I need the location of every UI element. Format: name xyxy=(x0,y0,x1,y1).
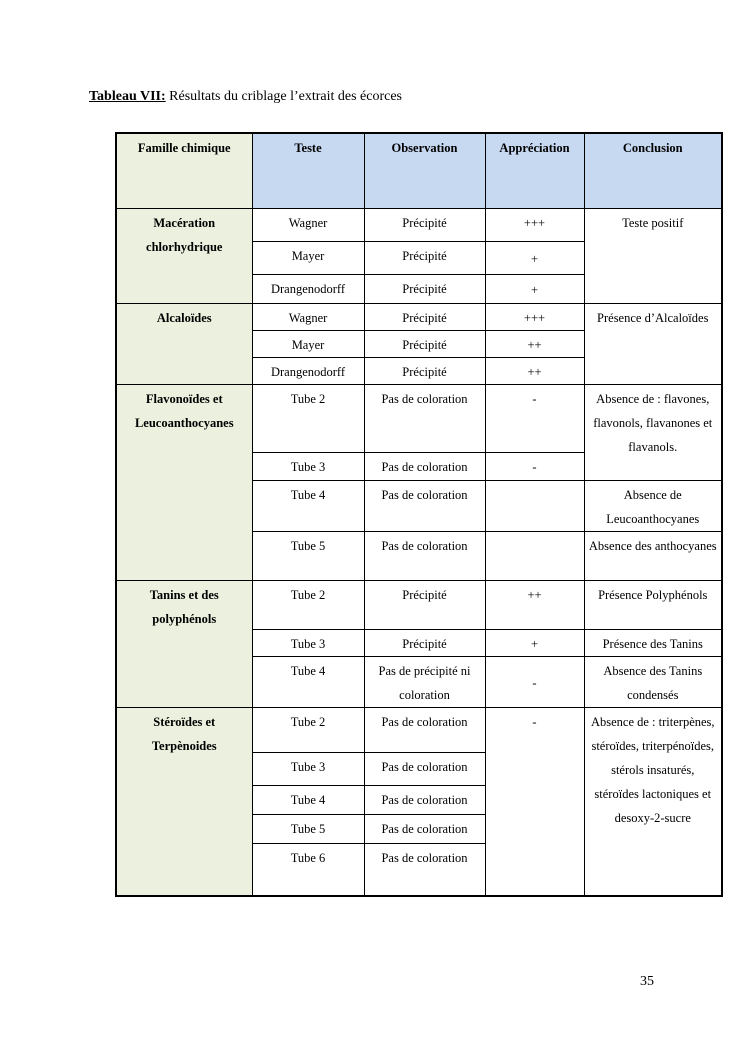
appreciation-cell: +++ xyxy=(485,209,584,242)
appreciation-cell xyxy=(485,481,584,532)
observation-cell: Pas de coloration xyxy=(364,844,485,896)
observation-cell: Précipité xyxy=(364,358,485,385)
results-table xyxy=(115,132,723,897)
caption-text: Résultats du criblage l’extrait des écorces xyxy=(165,89,403,104)
teste-cell: Tube 5 xyxy=(252,532,364,581)
table-row xyxy=(116,708,722,753)
appreciation-cell: + xyxy=(485,242,584,275)
conclusion-steroides: Absence de : triterpènes, stéroïdes, triterpénoïdes, stérols insaturés, stéroïdes lactoniques et desoxy-2-sucre xyxy=(584,708,722,896)
appreciation-cell: +++ xyxy=(485,304,584,331)
observation-cell: Précipité xyxy=(364,242,485,275)
observation-cell: Précipité xyxy=(364,630,485,657)
teste-cell: Tube 4 xyxy=(252,481,364,532)
observation-cell: Précipité xyxy=(364,304,485,331)
observation-cell: Pas de précipité ni coloration xyxy=(364,657,485,708)
conclusion-flavonoides-1: Absence de : flavones, flavonols, flavanones et flavanols. xyxy=(584,385,722,481)
appreciation-cell: + xyxy=(485,630,584,657)
teste-cell: Tube 3 xyxy=(252,453,364,481)
caption-label: Tableau VII: xyxy=(89,89,166,104)
observation-cell: Pas de coloration xyxy=(364,753,485,786)
teste-cell: Tube 3 xyxy=(252,630,364,657)
observation-cell: Précipité xyxy=(364,209,485,242)
teste-cell: Drangenodorff xyxy=(252,358,364,385)
teste-cell: Tube 6 xyxy=(252,844,364,896)
table-row xyxy=(116,385,722,453)
observation-cell: Précipité xyxy=(364,331,485,358)
appreciation-cell: - xyxy=(485,657,584,708)
teste-cell: Tube 2 xyxy=(252,581,364,630)
observation-cell: Pas de coloration xyxy=(364,786,485,815)
table-row xyxy=(116,581,722,630)
famille-flavonoides: Flavonoïdes et Leucoanthocyanes xyxy=(116,385,252,581)
famille-alcaloides: Alcaloïdes xyxy=(116,304,252,385)
observation-cell: Pas de coloration xyxy=(364,385,485,453)
table-caption xyxy=(89,89,402,105)
teste-cell: Drangenodorff xyxy=(252,275,364,304)
conclusion-alcaloides: Présence d’Alcaloïdes xyxy=(584,304,722,385)
header-conclusion: Conclusion xyxy=(584,133,722,209)
table-row xyxy=(116,209,722,242)
teste-cell: Tube 2 xyxy=(252,708,364,753)
appreciation-cell: ++ xyxy=(485,581,584,630)
observation-cell: Pas de coloration xyxy=(364,532,485,581)
teste-cell: Tube 5 xyxy=(252,815,364,844)
header-row xyxy=(116,133,722,209)
header-appreciation: Appréciation xyxy=(485,133,584,209)
observation-cell: Précipité xyxy=(364,581,485,630)
conclusion-maceration: Teste positif xyxy=(584,209,722,304)
teste-cell: Tube 2 xyxy=(252,385,364,453)
header-observation: Observation xyxy=(364,133,485,209)
header-teste: Teste xyxy=(252,133,364,209)
teste-cell: Wagner xyxy=(252,304,364,331)
famille-tanins: Tanins et des polyphénols xyxy=(116,581,252,708)
observation-cell: Pas de coloration xyxy=(364,481,485,532)
conclusion-tanins-1: Présence Polyphénols xyxy=(584,581,722,630)
appreciation-steroides: - xyxy=(485,708,584,896)
teste-cell: Tube 4 xyxy=(252,657,364,708)
page-number: 35 xyxy=(640,974,654,989)
appreciation-cell xyxy=(485,532,584,581)
observation-cell: Précipité xyxy=(364,275,485,304)
appreciation-cell: - xyxy=(485,453,584,481)
conclusion-flavonoides-3: Absence des anthocyanes xyxy=(584,532,722,581)
observation-cell: Pas de coloration xyxy=(364,815,485,844)
appreciation-cell: ++ xyxy=(485,331,584,358)
observation-cell: Pas de coloration xyxy=(364,708,485,753)
header-famille: Famille chimique xyxy=(116,133,252,209)
observation-cell: Pas de coloration xyxy=(364,453,485,481)
appreciation-cell: - xyxy=(485,385,584,453)
conclusion-flavonoides-2: Absence de Leucoanthocyanes xyxy=(584,481,722,532)
famille-maceration: Macération chlorhydrique xyxy=(116,209,252,304)
teste-cell: Mayer xyxy=(252,242,364,275)
teste-cell: Tube 4 xyxy=(252,786,364,815)
teste-cell: Wagner xyxy=(252,209,364,242)
appreciation-cell: + xyxy=(485,275,584,304)
famille-steroides: Stéroïdes et Terpènoides xyxy=(116,708,252,896)
appreciation-cell: ++ xyxy=(485,358,584,385)
conclusion-tanins-2: Présence des Tanins xyxy=(584,630,722,657)
table-row xyxy=(116,304,722,331)
conclusion-tanins-3: Absence des Tanins condensés xyxy=(584,657,722,708)
teste-cell: Tube 3 xyxy=(252,753,364,786)
teste-cell: Mayer xyxy=(252,331,364,358)
